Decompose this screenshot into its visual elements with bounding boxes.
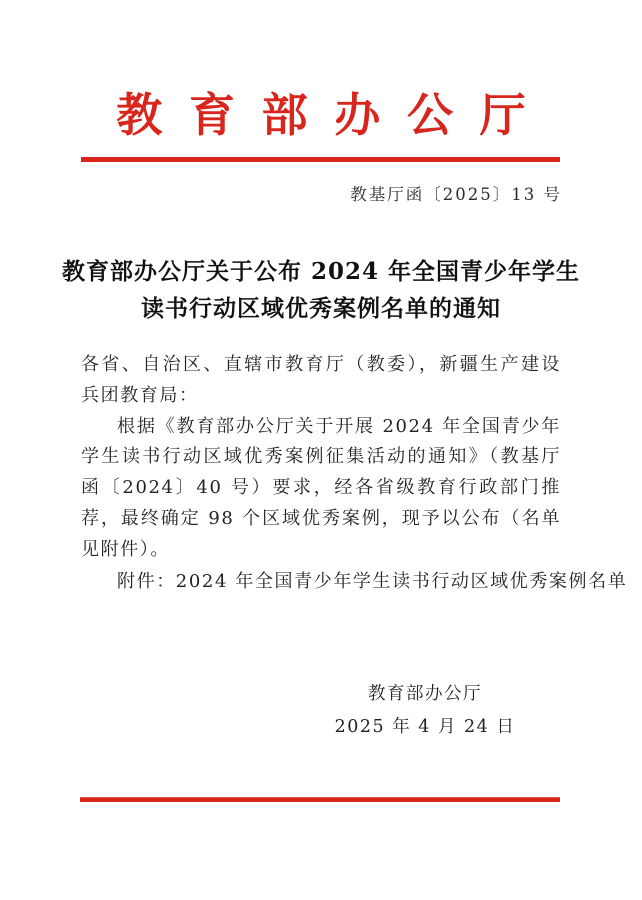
red-rule-top — [81, 157, 560, 162]
notice-title — [40, 253, 602, 327]
signature-date: 2025 年 4 月 24 日 — [334, 717, 516, 737]
red-rule-bottom — [80, 797, 560, 802]
signature-block — [325, 678, 525, 744]
salutation-line: 各省、自治区、直辖市教育厅（教委），新疆生产建设兵团教育局： — [81, 354, 561, 406]
agency-masthead — [0, 88, 642, 143]
notice-title-line-1: 教育部办公厅关于公布 2024 年全国青少年学生 — [61, 258, 581, 285]
document-reference-number: 教基厅函〔2025〕13 号 — [350, 185, 562, 204]
notice-title-line-2: 读书行动区域优秀案例名单的通知 — [141, 295, 501, 322]
agency-masthead-text: 教育部办公厅 — [116, 88, 553, 142]
attachment-line: 附件：2024 年全国青少年学生读书行动区域优秀案例名单 — [117, 571, 628, 592]
signature-agency: 教育部办公厅 — [368, 684, 482, 704]
document-body — [81, 350, 561, 566]
body-paragraph: 根据《教育部办公厅关于开展 2024 年全国青少年学生读书行动区域优秀案例征集活动的通知》（教基厅函〔2024〕40 号）要求，经各省级教育行政部门推荐，最终确定 98 个区域优秀案例，现予以公布（名单见附件）。 — [81, 415, 561, 560]
